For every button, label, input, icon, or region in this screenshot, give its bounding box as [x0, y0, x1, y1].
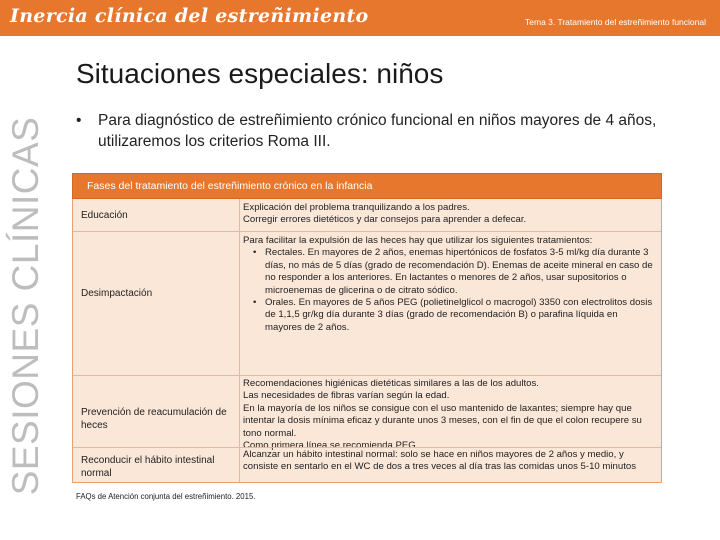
detail-cell: [243, 202, 655, 227]
treatment-table: [72, 173, 662, 486]
detail-line: Para facilitar la expulsión de las heces hay que utilizar los siguientes tratamientos:: [243, 235, 593, 246]
detail-line: En la mayoría de los niños se consigue con el uso mantenido de laxantes; siempre hay que intentar la dosis mínima eficaz y durante unos 3 meses, con el fin de que el colon recupere su tono normal.: [243, 402, 642, 439]
detail-cell: [243, 449, 655, 474]
detail-line: Recomendaciones higiénicas dietéticas similares a las de los adultos.: [243, 378, 539, 389]
table-body: [72, 199, 662, 483]
brand-title: Inercia clínica del estreñimiento: [10, 5, 369, 27]
phase-cell: Desimpactación: [81, 288, 153, 299]
table-row-habit: [73, 447, 661, 483]
table-row-disimpaction: [73, 231, 661, 375]
sidebar-vertical-text: SESIONES CLÍNICAS: [5, 116, 46, 496]
phase-cell: Reconducir el hábito intestinal normal: [81, 455, 215, 479]
phase-cell: Prevención de reacumulación de heces: [81, 407, 227, 431]
sub-item-text: Orales. En mayores de 5 años PEG (polietinelglicol o macrogol) 3350 con electrolitos dosis de 1,1,5 gr/kg día durante 3 días (grado de recomendación B) o parafina líquida en mayores de 2 años.: [265, 297, 653, 333]
sub-item: [243, 297, 655, 334]
table-header: Fases del tratamiento del estreñimiento crónico en la infancia: [72, 173, 662, 199]
detail-line: Las necesidades de fibras varían según la edad.: [243, 390, 450, 402]
intro-bullet-text: Para diagnóstico de estreñimiento crónico funcional en niños mayores de 4 años, utilizaremos los criterios Roma III.: [98, 112, 657, 150]
footnote-source: FAQs de Atención conjunta del estreñimiento. 2015.: [76, 492, 256, 501]
bullet-icon: •: [253, 247, 257, 259]
intro-bullet: [76, 110, 706, 152]
detail-cell: [243, 378, 655, 452]
header-bar: [0, 0, 720, 36]
sub-item: [243, 247, 655, 297]
bullet-icon: •: [76, 112, 82, 129]
detail-cell: [243, 235, 655, 334]
phase-cell: Educación: [81, 210, 128, 221]
detail-line: Explicación del problema tranquilizando a los padres.: [243, 202, 470, 213]
table-row-prevention: [73, 375, 661, 452]
detail-line: Alcanzar un hábito intestinal normal: solo se hace en niños mayores de 2 años y medio, y consiste en sentarlo en el WC de dos a tres veces al día tras las comidas unos 5-10 minutos: [243, 449, 637, 473]
sidebar: [0, 36, 52, 540]
detail-line: Corregir errores dietéticos y dar consejos para aprender a defecar.: [243, 214, 527, 226]
bullet-icon: •: [253, 297, 257, 309]
table-row-education: [73, 199, 661, 231]
detail-line: Como primera línea se recomienda PEG.: [243, 440, 419, 452]
sub-item-text: Rectales. En mayores de 2 años, enemas hipertónicos de fosfatos 3-5 ml/kg día durante 3 días, no más de 5 días (grado de recomendación D). Enemas de aceite mineral en caso de no responder a los anteriores. En lactantes o menores de 2 años, usar supositorios o microenemas de glicerina o de citrato sódico.: [265, 247, 653, 296]
slide-title: Situaciones especiales: niños: [76, 58, 444, 89]
topic-label: Tema 3. Tratamiento del estreñimiento funcional: [525, 17, 706, 27]
